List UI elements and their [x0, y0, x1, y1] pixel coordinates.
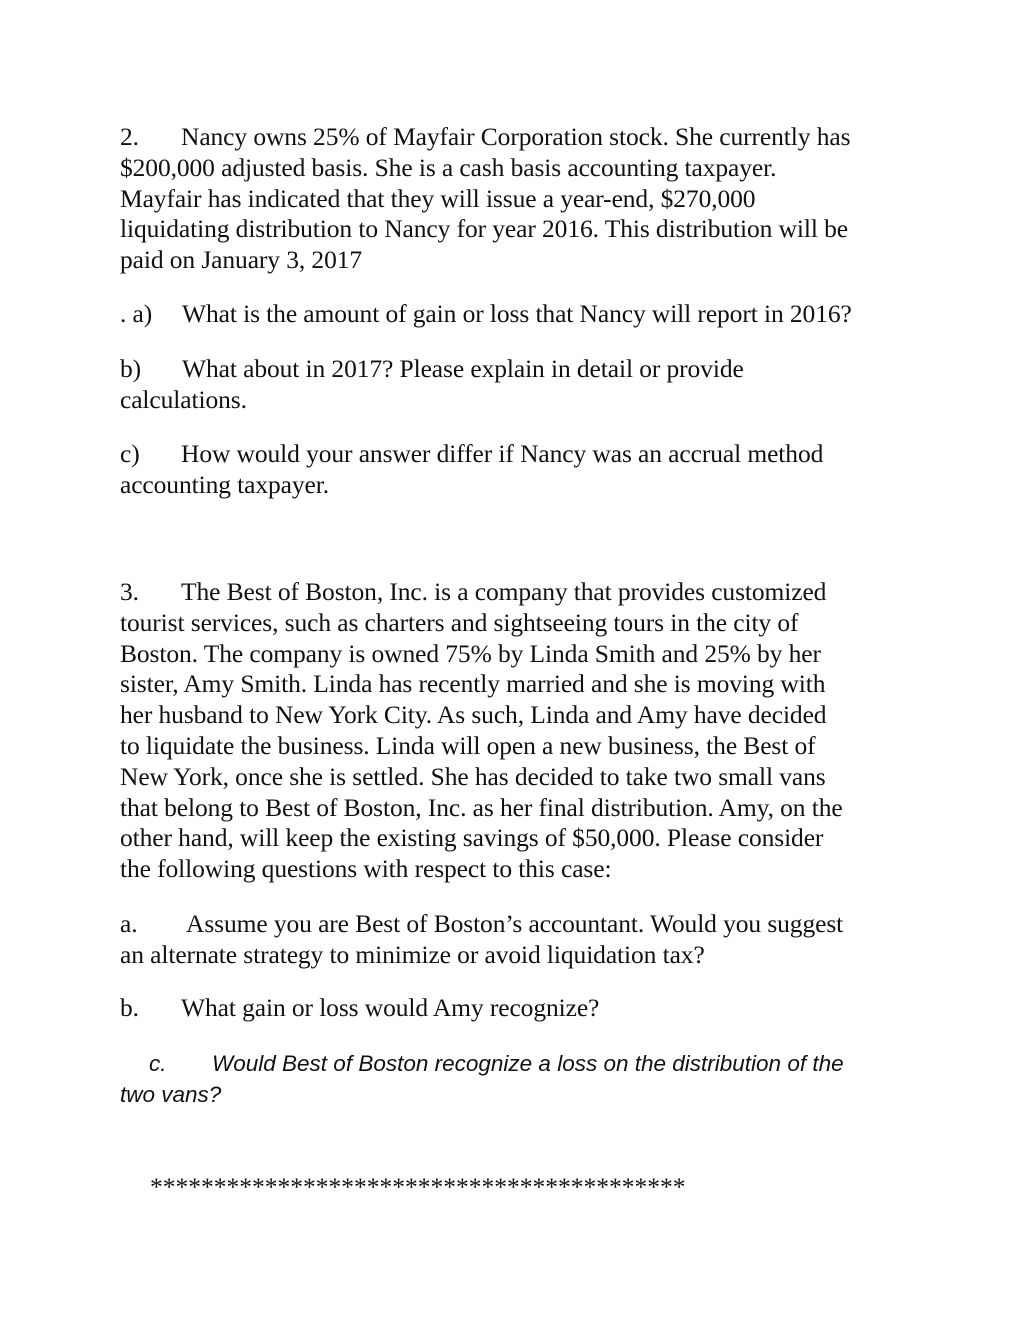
question-2-line-2: $200,000 adjusted basis. She is a cash basis accounting taxpayer. [120, 152, 777, 182]
question-2c-line-1: How would your answer differ if Nancy was an accrual method [181, 439, 824, 468]
question-3a [120, 909, 910, 971]
question-2-line-5: paid on January 3, 2017 [120, 245, 363, 275]
question-2-line-3: Mayfair has indicated that they will issue a year-end, $270,000 [120, 183, 756, 213]
question-3a-line-1: Assume you are Best of Boston’s accountant. Would you suggest [186, 909, 844, 938]
question-3c-line-2: two vans? [120, 1082, 222, 1107]
question-2b-line-1: What about in 2017? Please explain in detail or provide [182, 354, 744, 383]
question-3-line-3: Boston. The company is owned 75% by Linda Smith and 25% by her [120, 638, 821, 668]
question-2-line-4: liquidating distribution to Nancy for year 2016. This distribution will be [120, 214, 849, 244]
question-3-line-10: the following questions with respect to this case: [120, 854, 612, 884]
question-2b [120, 354, 910, 416]
question-3-line-8: that belong to Best of Boston, Inc. as her final distribution. Amy, on the [120, 792, 843, 822]
question-3-line-2: tourist services, such as charters and sightseeing tours in the city of [120, 607, 799, 637]
question-2c-line-2: accounting taxpayer. [120, 469, 329, 499]
question-2-text-line-1: Nancy owns 25% of Mayfair Corporation stock. She currently has [181, 122, 851, 151]
question-2-paragraph [120, 122, 910, 276]
question-2-line-1 [120, 122, 910, 153]
separator-stars: ****************************************** [150, 1172, 686, 1201]
question-2b-line-2: calculations. [120, 384, 247, 414]
question-3-number: 3. [120, 577, 139, 606]
question-2a [120, 299, 910, 330]
question-2-number: 2. [120, 122, 139, 151]
question-2a-text: What is the amount of gain or loss that Nancy will report in 2016? [182, 299, 852, 328]
question-3a-line-2: an alternate strategy to minimize or avoid liquidation tax? [120, 939, 705, 969]
question-3b-label: b. [120, 993, 139, 1022]
question-2a-label: . a) [120, 299, 153, 328]
question-3-line-9: other hand, will keep the existing savings of $50,000. Please consider [120, 823, 824, 853]
question-3-line-4: sister, Amy Smith. Linda has recently married and she is moving with [120, 669, 826, 699]
question-2c-label: c) [120, 439, 140, 468]
question-2b-label: b) [120, 354, 142, 383]
question-3-paragraph [120, 577, 910, 885]
question-3c-line-1: Would Best of Boston recognize a loss on the distribution of the [212, 1051, 844, 1076]
question-3a-label: a. [120, 909, 138, 938]
question-2c [120, 439, 910, 501]
question-3c [120, 1048, 910, 1110]
question-3-text-line-1: The Best of Boston, Inc. is a company that provides customized [181, 577, 827, 606]
question-3b-text: What gain or loss would Amy recognize? [181, 993, 600, 1022]
question-3-line-5: her husband to New York City. As such, Linda and Amy have decided [120, 700, 827, 730]
question-3c-label: c. [149, 1051, 167, 1076]
question-3-line-6: to liquidate the business. Linda will open a new business, the Best of [120, 730, 816, 760]
question-3b [120, 993, 910, 1024]
question-3-line-7: New York, once she is settled. She has decided to take two small vans [120, 761, 826, 791]
